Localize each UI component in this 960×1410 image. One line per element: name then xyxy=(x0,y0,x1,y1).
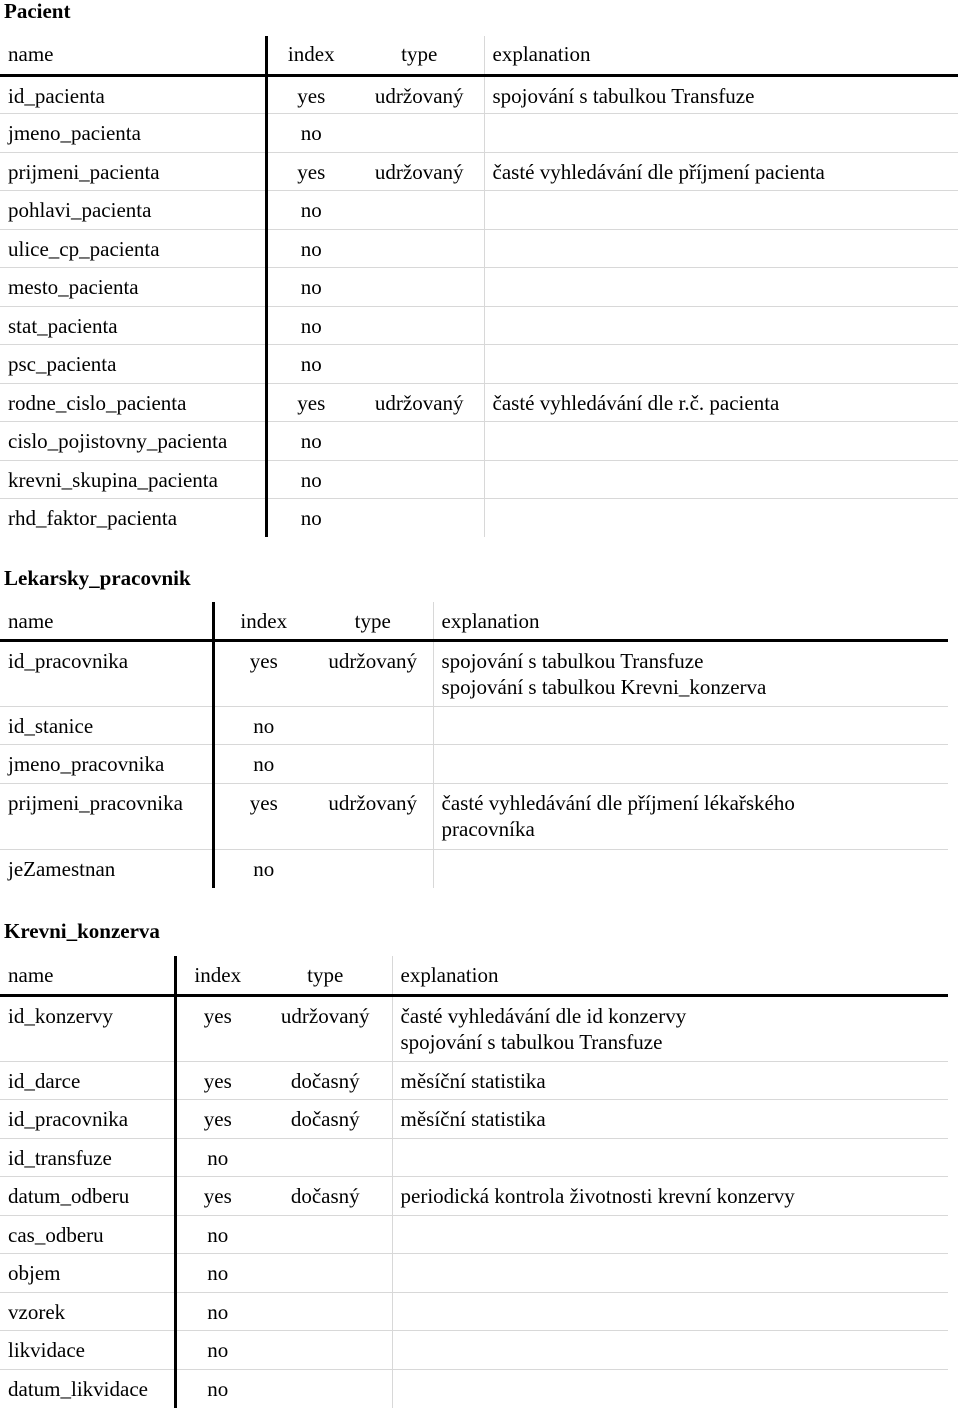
cell-name: likvidace xyxy=(0,1331,175,1370)
cell-index: no xyxy=(300,467,322,492)
cell-explanation xyxy=(484,383,958,422)
cell-index: no xyxy=(207,1222,229,1247)
table-row xyxy=(0,640,948,706)
table-row xyxy=(0,1331,948,1370)
cell-index: no xyxy=(207,1338,229,1362)
cell-name: jmeno_pracovnika xyxy=(0,745,213,784)
cell-name: objem xyxy=(0,1254,175,1293)
table-header-row xyxy=(0,956,948,995)
cell-type: dočasný xyxy=(259,1177,392,1216)
cell-index: no xyxy=(207,1261,229,1285)
table-row xyxy=(0,306,958,345)
cell-explanation xyxy=(484,345,958,384)
cell-type: dočasný xyxy=(259,1100,392,1139)
cell-type xyxy=(313,745,433,784)
table-row xyxy=(0,460,958,499)
cell-index: no xyxy=(300,506,322,530)
cell-name: cislo_pojistovny_pacienta xyxy=(0,422,266,461)
cell-index: yes xyxy=(297,390,326,415)
table-row xyxy=(0,75,958,114)
cell-type: udržovaný xyxy=(355,383,484,422)
col-header-explanation: explanation xyxy=(400,963,499,987)
cell-name: id_pracovnika xyxy=(0,640,213,706)
cell-name: datum_odberu xyxy=(0,1177,175,1216)
table-row xyxy=(0,345,958,384)
section-title-lekarsky-pracovnik: Lekarsky_pracovnik xyxy=(4,566,191,590)
table-row xyxy=(0,1292,948,1331)
cell-index: yes xyxy=(203,1107,232,1131)
cell-explanation xyxy=(484,75,958,114)
cell-type xyxy=(355,114,484,153)
cell-explanation xyxy=(392,995,948,1061)
cell-explanation xyxy=(484,499,958,538)
explanation-line: pracovníka xyxy=(441,816,535,841)
col-header-index: index xyxy=(287,42,335,66)
cell-index: yes xyxy=(203,1068,232,1093)
table-header-row xyxy=(0,36,958,75)
cell-index: yes xyxy=(297,159,326,184)
explanation-line: spojování s tabulkou Transfuze xyxy=(400,1029,663,1054)
cell-type xyxy=(259,1138,392,1177)
cell-index: no xyxy=(253,713,275,738)
cell-index: no xyxy=(300,121,322,145)
table-lekarsky-pracovnik xyxy=(0,602,948,888)
cell-explanation xyxy=(392,1369,948,1408)
cell-index: no xyxy=(300,198,322,222)
cell-name: datum_likvidace xyxy=(0,1369,175,1408)
explanation-line: časté vyhledávání dle r.č. pacienta xyxy=(492,390,780,415)
cell-index: no xyxy=(300,352,322,376)
table-row xyxy=(0,849,948,888)
col-header-explanation: explanation xyxy=(492,42,591,66)
table-row xyxy=(0,1100,948,1139)
cell-explanation xyxy=(484,422,958,461)
cell-explanation xyxy=(433,745,948,784)
table-row xyxy=(0,1215,948,1254)
cell-name: rodne_cislo_pacienta xyxy=(0,383,266,422)
cell-name: krevni_skupina_pacienta xyxy=(0,460,266,499)
cell-index: no xyxy=(253,856,275,881)
cell-index: no xyxy=(253,752,275,776)
table-row xyxy=(0,499,958,538)
cell-type: udržovaný xyxy=(355,75,484,114)
cell-type xyxy=(259,1369,392,1408)
cell-index: no xyxy=(300,313,322,338)
cell-index: yes xyxy=(203,1184,232,1208)
cell-type: udržovaný xyxy=(355,152,484,191)
cell-name: prijmeni_pracovnika xyxy=(0,783,213,849)
table-row xyxy=(0,1061,948,1100)
table-row xyxy=(0,706,948,745)
explanation-line: spojování s tabulkou Transfuze xyxy=(441,648,704,673)
col-header-explanation: explanation xyxy=(441,609,540,633)
cell-type xyxy=(259,1331,392,1370)
cell-explanation xyxy=(484,229,958,268)
cell-name: id_konzervy xyxy=(0,995,175,1061)
cell-name: id_darce xyxy=(0,1061,175,1100)
table-row xyxy=(0,383,958,422)
cell-type: udržovaný xyxy=(313,783,433,849)
table-krevni-konzerva xyxy=(0,956,948,1408)
cell-type xyxy=(355,345,484,384)
cell-index: no xyxy=(207,1376,229,1401)
cell-name: id_pracovnika xyxy=(0,1100,175,1139)
cell-type xyxy=(355,229,484,268)
table-row xyxy=(0,268,958,307)
cell-explanation xyxy=(433,640,948,706)
cell-name: jeZamestnan xyxy=(0,849,213,888)
cell-type xyxy=(355,499,484,538)
table-row xyxy=(0,783,948,849)
cell-index: yes xyxy=(203,1003,232,1028)
explanation-line: spojování s tabulkou Krevni_konzerva xyxy=(441,674,767,699)
cell-index: no xyxy=(300,275,322,299)
table-row xyxy=(0,152,958,191)
cell-name: id_pacienta xyxy=(0,75,266,114)
col-header-index: index xyxy=(240,609,288,633)
cell-type: udržovaný xyxy=(313,640,433,706)
section-title-krevni-konzerva: Krevni_konzerva xyxy=(4,919,160,943)
cell-explanation xyxy=(392,1138,948,1177)
cell-type xyxy=(355,191,484,230)
cell-explanation xyxy=(484,114,958,153)
cell-type xyxy=(313,706,433,745)
col-header-name: name xyxy=(0,36,266,75)
cell-type xyxy=(355,306,484,345)
section-title-pacient: Pacient xyxy=(4,0,71,23)
table-row xyxy=(0,114,958,153)
table-row xyxy=(0,745,948,784)
cell-explanation xyxy=(433,783,948,849)
cell-name: stat_pacienta xyxy=(0,306,266,345)
table-pacient xyxy=(0,36,958,537)
explanation-line: časté vyhledávání dle příjmení lékařského xyxy=(441,790,795,815)
cell-index: no xyxy=(300,236,322,261)
cell-name: pohlavi_pacienta xyxy=(0,191,266,230)
cell-name: mesto_pacienta xyxy=(0,268,266,307)
col-header-name: name xyxy=(0,602,213,640)
cell-explanation xyxy=(433,706,948,745)
explanation-line: periodická kontrola životnosti krevní konzervy xyxy=(400,1184,795,1208)
table-row xyxy=(0,422,958,461)
table-row xyxy=(0,229,958,268)
cell-type: dočasný xyxy=(259,1061,392,1100)
cell-name: prijmeni_pacienta xyxy=(0,152,266,191)
cell-explanation xyxy=(484,191,958,230)
cell-explanation xyxy=(392,1100,948,1139)
cell-explanation xyxy=(392,1331,948,1370)
cell-index: no xyxy=(207,1299,229,1324)
explanation-line: spojování s tabulkou Transfuze xyxy=(492,83,755,108)
cell-type xyxy=(259,1292,392,1331)
cell-explanation xyxy=(392,1177,948,1216)
table-row xyxy=(0,995,948,1061)
cell-type: udržovaný xyxy=(259,995,392,1061)
col-header-type: type xyxy=(355,36,484,75)
cell-explanation xyxy=(392,1215,948,1254)
cell-type xyxy=(355,422,484,461)
cell-explanation xyxy=(392,1292,948,1331)
cell-type xyxy=(259,1254,392,1293)
col-header-type: type xyxy=(313,602,433,640)
cell-type xyxy=(355,460,484,499)
cell-index: yes xyxy=(249,790,278,815)
table-header-row xyxy=(0,602,948,640)
explanation-line: měsíční statistika xyxy=(400,1107,546,1131)
cell-explanation xyxy=(484,306,958,345)
cell-index: yes xyxy=(297,83,326,108)
cell-index: no xyxy=(207,1145,229,1170)
cell-type xyxy=(313,849,433,888)
col-header-name: name xyxy=(0,956,175,995)
cell-name: rhd_faktor_pacienta xyxy=(0,499,266,538)
cell-name: id_transfuze xyxy=(0,1138,175,1177)
cell-name: jmeno_pacienta xyxy=(0,114,266,153)
cell-type xyxy=(259,1215,392,1254)
table-row xyxy=(0,191,958,230)
cell-name: psc_pacienta xyxy=(0,345,266,384)
cell-explanation xyxy=(484,152,958,191)
explanation-line: časté vyhledávání dle příjmení pacienta xyxy=(492,159,825,184)
table-row xyxy=(0,1138,948,1177)
cell-name: cas_odberu xyxy=(0,1215,175,1254)
cell-explanation xyxy=(484,460,958,499)
cell-name: vzorek xyxy=(0,1292,175,1331)
cell-type xyxy=(355,268,484,307)
cell-explanation xyxy=(392,1254,948,1293)
table-row xyxy=(0,1369,948,1408)
col-header-index: index xyxy=(194,963,242,987)
explanation-line: časté vyhledávání dle id konzervy xyxy=(400,1003,687,1028)
explanation-line: měsíční statistika xyxy=(400,1068,546,1093)
col-header-type: type xyxy=(259,956,392,995)
cell-index: no xyxy=(300,429,322,453)
cell-explanation xyxy=(433,849,948,888)
cell-explanation xyxy=(484,268,958,307)
table-row xyxy=(0,1177,948,1216)
cell-name: ulice_cp_pacienta xyxy=(0,229,266,268)
cell-name: id_stanice xyxy=(0,706,213,745)
table-row xyxy=(0,1254,948,1293)
cell-index: yes xyxy=(249,648,278,673)
cell-explanation xyxy=(392,1061,948,1100)
